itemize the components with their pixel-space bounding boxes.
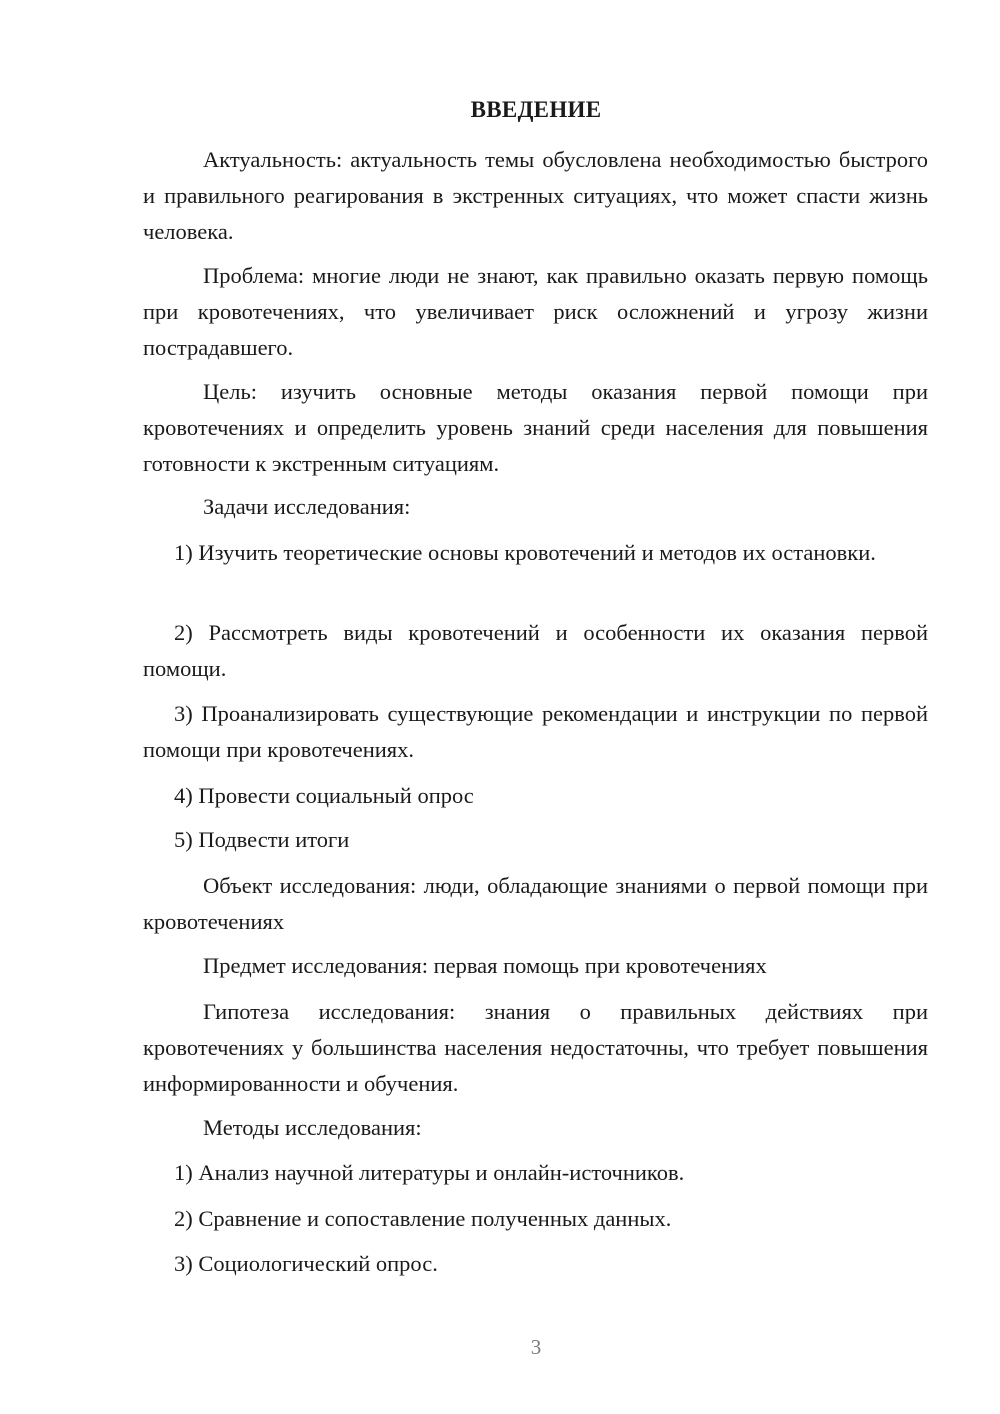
paragraph-subject: Предмет исследования: первая помощь при кровотечениях — [203, 953, 767, 978]
methods-heading: Методы исследования: — [203, 1115, 422, 1140]
task-item-3: 3) Проанализировать существующие рекомендации и инструкции по первой помощи при кровотечениях. — [143, 701, 928, 762]
paragraph-hypothesis: Гипотеза исследования: знания о правильных действиях при кровотечениях у большинства населения недостаточны, что требует повышения информированности и обучения. — [143, 999, 928, 1096]
method-item-2: 2) Сравнение и сопоставление полученных данных. — [174, 1206, 672, 1231]
task-item-4: 4) Провести социальный опрос — [174, 783, 474, 808]
method-item-1: 1) Анализ научной литературы и онлайн-источников. — [174, 1160, 685, 1185]
task-item-1: 1) Изучить теоретические основы кровотечений и методов их остановки. — [174, 540, 876, 565]
page-number: 3 — [530, 1335, 542, 1359]
page-title: ВВЕДЕНИЕ — [470, 97, 602, 122]
paragraph-relevance: Актуальность: актуальность темы обусловлена необходимостью быстрого и правильного реагирования в экстренных ситуациях, что может спасти жизнь человека. — [143, 147, 928, 244]
paragraph-object: Объект исследования: люди, обладающие знаниями о первой помощи при кровотечениях — [143, 873, 928, 934]
paragraph-goal: Цель: изучить основные методы оказания первой помощи при кровотечениях и определить уровень знаний среди населения для повышения готовности к экстренным ситуациям. — [143, 379, 928, 476]
task-item-5: 5) Подвести итоги — [174, 827, 350, 852]
method-item-3: 3) Социологический опрос. — [174, 1251, 438, 1276]
tasks-heading: Задачи исследования: — [203, 494, 411, 519]
paragraph-problem: Проблема: многие люди не знают, как правильно оказать первую помощь при кровотечениях, что увеличивает риск осложнений и угрозу жизни пострадавшего. — [143, 263, 928, 360]
task-item-2: 2) Рассмотреть виды кровотечений и особенности их оказания первой помощи. — [143, 620, 928, 681]
